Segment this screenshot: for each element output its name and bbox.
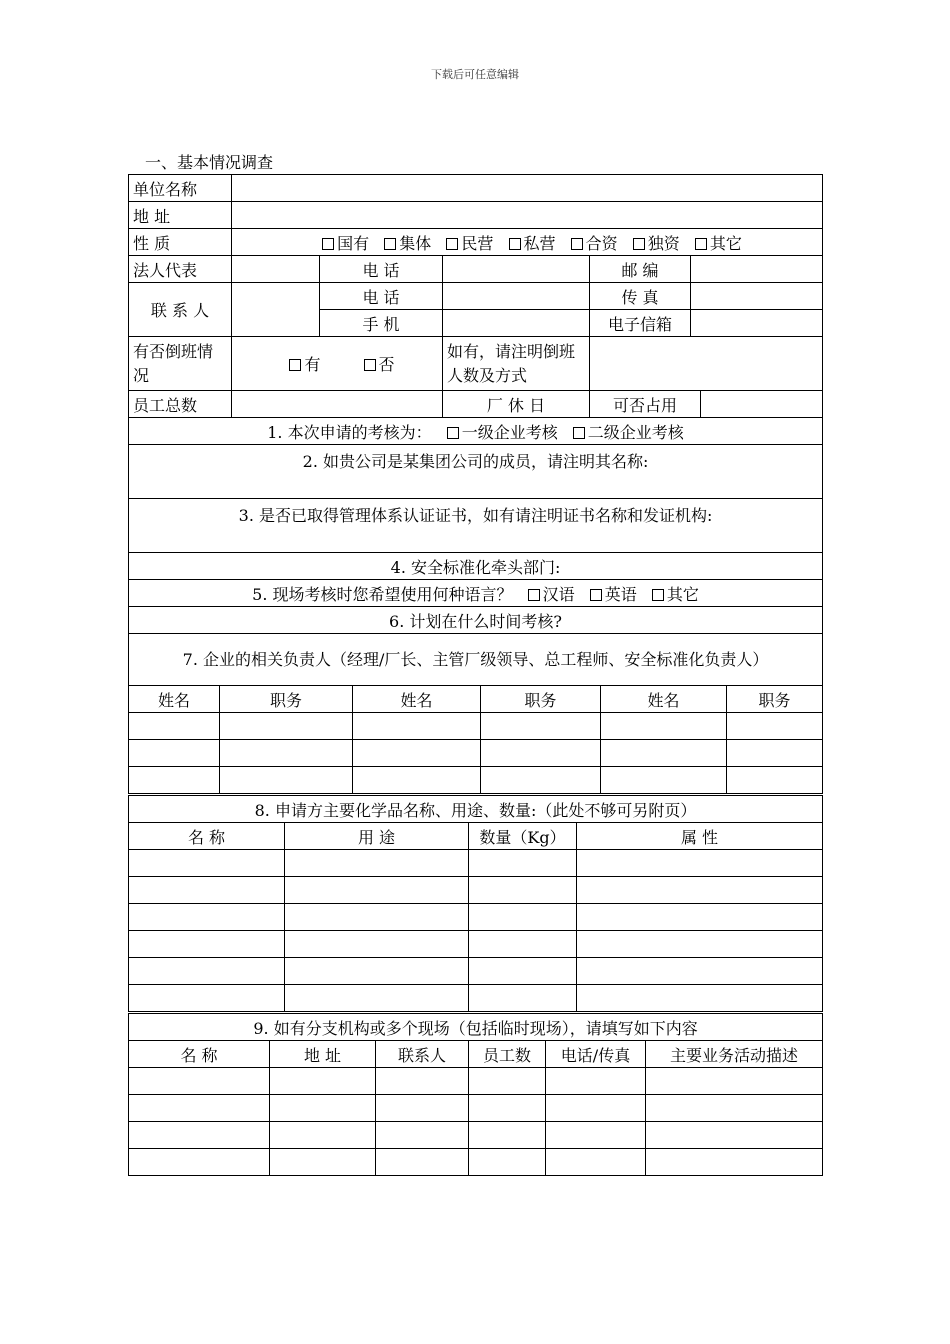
table-row	[129, 1068, 823, 1095]
cell[interactable]	[469, 931, 577, 958]
checkbox[interactable]	[528, 589, 540, 601]
email-label: 电子信箱	[590, 310, 691, 337]
q9-header: 主要业务活动描述	[646, 1041, 823, 1068]
shift-question: 有否倒班情 况	[129, 337, 232, 391]
legal-rep-field[interactable]	[232, 256, 320, 283]
q8-header: 名 称	[129, 823, 285, 850]
shift-yes-option[interactable]: 有	[279, 352, 320, 375]
q8-header: 属 性	[577, 823, 823, 850]
shift-note: 如有，请注明倒班人数及方式	[443, 337, 590, 391]
cell[interactable]	[601, 740, 727, 767]
basic-info-table	[128, 174, 823, 418]
shift-detail-field[interactable]	[590, 337, 823, 391]
table-row	[129, 767, 823, 794]
cell[interactable]	[129, 740, 220, 767]
factory-holiday-label: 厂 休 日	[443, 391, 590, 418]
q7-header: 职务	[481, 686, 601, 713]
contact-field[interactable]	[232, 283, 320, 337]
checkbox[interactable]	[322, 238, 334, 250]
cell[interactable]	[129, 985, 285, 1012]
cell[interactable]	[129, 850, 285, 877]
cell[interactable]	[481, 713, 601, 740]
cell[interactable]	[646, 1149, 823, 1176]
cell[interactable]	[129, 1095, 270, 1122]
table-row	[129, 931, 823, 958]
branches-table	[128, 1013, 823, 1176]
header-note: 下载后可任意编辑	[431, 68, 519, 81]
occupiable-label: 可否占用	[590, 391, 701, 418]
phone-field[interactable]	[443, 256, 590, 283]
questions-table	[128, 417, 823, 794]
q9-header: 名 称	[129, 1041, 270, 1068]
cell[interactable]	[270, 1122, 376, 1149]
q9-header: 员工数	[469, 1041, 546, 1068]
cell[interactable]	[577, 877, 823, 904]
q5-option-1[interactable]: 汉语	[518, 582, 575, 605]
contact-phone-field[interactable]	[443, 283, 590, 310]
address-label: 地 址	[129, 202, 232, 229]
cell[interactable]	[270, 1068, 376, 1095]
table-row	[129, 850, 823, 877]
nature-option-3[interactable]: 私营	[499, 231, 556, 254]
cell[interactable]	[270, 1149, 376, 1176]
cell[interactable]	[353, 767, 481, 794]
cell[interactable]	[353, 740, 481, 767]
staff-total-label: 员工总数	[129, 391, 232, 418]
q5-option-2[interactable]: 英语	[580, 582, 637, 605]
checkbox[interactable]	[652, 589, 664, 601]
cell[interactable]	[469, 1122, 546, 1149]
cell[interactable]	[481, 740, 601, 767]
nature-option-5[interactable]: 独资	[623, 231, 680, 254]
q8-row: 8. 申请方主要化学品名称、用途、数量:（此处不够可另附页）	[129, 796, 823, 823]
staff-total-field[interactable]	[232, 391, 443, 418]
cell[interactable]	[577, 850, 823, 877]
cell[interactable]	[376, 1122, 469, 1149]
q1-row: 1. 本次申请的考核为： 一级企业考核 二级企业考核	[129, 418, 823, 445]
cell[interactable]	[577, 958, 823, 985]
email-field[interactable]	[691, 310, 823, 337]
checkbox[interactable]	[289, 359, 301, 371]
table-row	[129, 1149, 823, 1176]
checkbox[interactable]	[384, 238, 396, 250]
checkbox[interactable]	[447, 427, 459, 439]
legal-rep-label: 法人代表	[129, 256, 232, 283]
q3-row: 3. 是否已取得管理体系认证证书，如有请注明证书名称和发证机构:	[129, 499, 823, 553]
cell[interactable]	[469, 1068, 546, 1095]
cell[interactable]	[285, 850, 469, 877]
table-row	[129, 740, 823, 767]
cell[interactable]	[376, 1095, 469, 1122]
nature-option-1[interactable]: 集体	[374, 231, 431, 254]
cell[interactable]	[469, 904, 577, 931]
table-row	[129, 958, 823, 985]
q7-header: 姓名	[353, 686, 481, 713]
cell[interactable]	[129, 877, 285, 904]
cell[interactable]	[220, 740, 353, 767]
cell[interactable]	[546, 1095, 646, 1122]
section-title: 一、基本情况调查	[145, 153, 274, 172]
cell[interactable]	[129, 713, 220, 740]
cell[interactable]	[129, 904, 285, 931]
checkbox[interactable]	[573, 427, 585, 439]
address-field[interactable]	[232, 202, 823, 229]
q4-row: 4. 安全标准化牵头部门:	[129, 553, 823, 580]
cell[interactable]	[481, 767, 601, 794]
cell[interactable]	[469, 985, 577, 1012]
mobile-field[interactable]	[443, 310, 590, 337]
cell[interactable]	[285, 985, 469, 1012]
cell[interactable]	[129, 958, 285, 985]
cell[interactable]	[129, 767, 220, 794]
cell[interactable]	[727, 740, 823, 767]
unit-name-field[interactable]	[232, 175, 823, 202]
cell[interactable]	[220, 767, 353, 794]
nature-option-6[interactable]: 其它	[685, 231, 742, 254]
q8-header: 用 途	[285, 823, 469, 850]
table-row	[129, 1122, 823, 1149]
cell[interactable]	[285, 931, 469, 958]
cell[interactable]	[646, 1095, 823, 1122]
table-row	[129, 713, 823, 740]
table-row	[129, 904, 823, 931]
fax-label: 传 真	[590, 283, 691, 310]
cell[interactable]	[376, 1149, 469, 1176]
table-row	[129, 1095, 823, 1122]
q1-option-1[interactable]: 一级企业考核	[437, 420, 558, 443]
checkbox[interactable]	[590, 589, 602, 601]
cell[interactable]	[129, 931, 285, 958]
cell[interactable]	[469, 850, 577, 877]
phone-label: 电 话	[320, 256, 443, 283]
q9-header: 电话/传真	[546, 1041, 646, 1068]
cell[interactable]	[376, 1068, 469, 1095]
table-row	[129, 877, 823, 904]
q7-header: 职务	[727, 686, 823, 713]
fax-field[interactable]	[691, 283, 823, 310]
checkbox[interactable]	[509, 238, 521, 250]
shift-options	[232, 337, 443, 391]
q9-header: 联系人	[376, 1041, 469, 1068]
cell[interactable]	[469, 1149, 546, 1176]
cell[interactable]	[727, 767, 823, 794]
cell[interactable]	[727, 713, 823, 740]
occupiable-field[interactable]	[701, 391, 823, 418]
postcode-field[interactable]	[691, 256, 823, 283]
nature-options	[232, 229, 823, 256]
contact-label: 联 系 人	[129, 283, 232, 337]
cell[interactable]	[469, 958, 577, 985]
nature-option-4[interactable]: 合资	[561, 231, 618, 254]
nature-option-2[interactable]: 民营	[436, 231, 493, 254]
q7-row: 7. 企业的相关负责人（经理/厂长、主管厂级领导、总工程师、安全标准化负责人）	[129, 634, 823, 686]
cell[interactable]	[646, 1068, 823, 1095]
q7-header: 姓名	[601, 686, 727, 713]
unit-name-label: 单位名称	[129, 175, 232, 202]
q9-header: 地 址	[270, 1041, 376, 1068]
q8-header: 数量（Kg）	[469, 823, 577, 850]
q9-row: 9. 如有分支机构或多个现场（包括临时现场），请填写如下内容	[129, 1014, 823, 1041]
cell[interactable]	[546, 1149, 646, 1176]
cell[interactable]	[285, 958, 469, 985]
cell[interactable]	[601, 767, 727, 794]
cell[interactable]	[285, 904, 469, 931]
cell[interactable]	[270, 1095, 376, 1122]
q7-header: 职务	[220, 686, 353, 713]
postcode-label: 邮 编	[590, 256, 691, 283]
cell[interactable]	[469, 877, 577, 904]
chemicals-table	[128, 795, 823, 1012]
shift-no-option[interactable]: 否	[354, 352, 395, 375]
cell[interactable]	[129, 1122, 270, 1149]
q1-option-2[interactable]: 二级企业考核	[563, 420, 684, 443]
q6-row: 6. 计划在什么时间考核?	[129, 607, 823, 634]
checkbox[interactable]	[446, 238, 458, 250]
cell[interactable]	[577, 985, 823, 1012]
cell[interactable]	[546, 1122, 646, 1149]
mobile-label: 手 机	[320, 310, 443, 337]
checkbox[interactable]	[695, 238, 707, 250]
checkbox[interactable]	[571, 238, 583, 250]
checkbox[interactable]	[633, 238, 645, 250]
q5-option-3[interactable]: 其它	[642, 582, 699, 605]
contact-phone-label: 电 话	[320, 283, 443, 310]
table-row	[129, 985, 823, 1012]
checkbox[interactable]	[364, 359, 376, 371]
cell[interactable]	[546, 1068, 646, 1095]
q5-row: 5. 现场考核时您希望使用何种语言？ 汉语 英语 其它	[129, 580, 823, 607]
cell[interactable]	[353, 713, 481, 740]
cell[interactable]	[220, 713, 353, 740]
cell[interactable]	[129, 1068, 270, 1095]
q2-row: 2. 如贵公司是某集团公司的成员，请注明其名称:	[129, 445, 823, 499]
cell[interactable]	[469, 1095, 546, 1122]
cell[interactable]	[646, 1122, 823, 1149]
nature-label: 性 质	[129, 229, 232, 256]
cell[interactable]	[577, 904, 823, 931]
nature-option-0[interactable]: 国有	[312, 231, 369, 254]
cell[interactable]	[601, 713, 727, 740]
q7-header: 姓名	[129, 686, 220, 713]
cell[interactable]	[285, 877, 469, 904]
cell[interactable]	[577, 931, 823, 958]
cell[interactable]	[129, 1149, 270, 1176]
